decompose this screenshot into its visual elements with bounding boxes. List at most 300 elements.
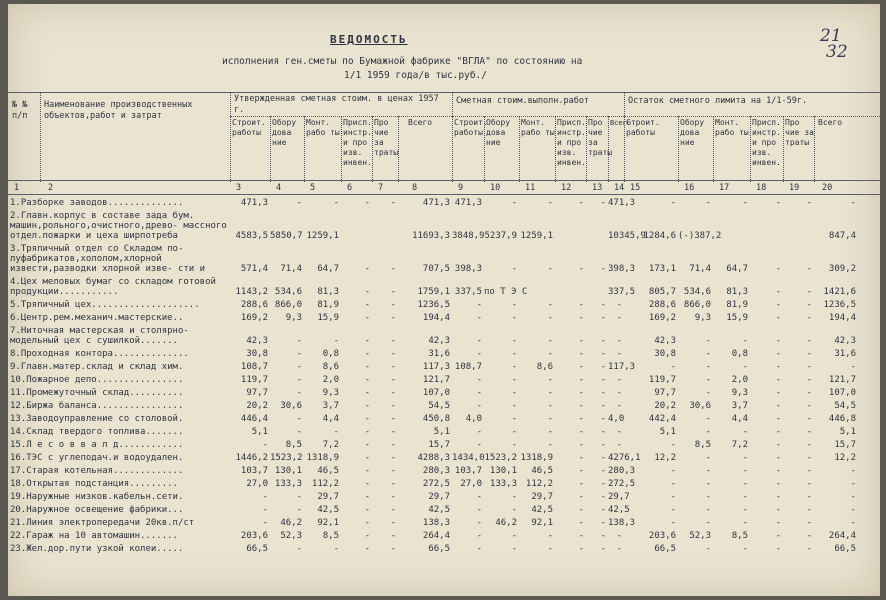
header-proch-1: Про чие за траты	[374, 118, 399, 157]
row-cell: 138,3	[422, 518, 450, 528]
row-cell: -	[806, 401, 812, 411]
document-page	[8, 4, 880, 596]
row-cell: -	[775, 453, 781, 463]
row-cell: 0,8	[322, 349, 339, 359]
row-cell: -	[296, 336, 302, 346]
row-cell: -	[578, 453, 584, 463]
table-row	[8, 349, 880, 362]
row-cell: 5850,7	[270, 231, 303, 241]
row-cell: 29,7	[428, 492, 450, 502]
column-number: 7	[378, 183, 384, 193]
row-cell: 1236,5	[823, 300, 856, 310]
row-cell: -	[333, 427, 339, 437]
row-cell: -	[775, 362, 781, 372]
table-row	[8, 313, 880, 326]
header-group-executed: Сметная стоим.выполн.работ	[456, 96, 590, 106]
row-cell: -	[262, 518, 268, 528]
row-cell: 7,2	[322, 440, 339, 450]
row-cell: 866,0	[274, 300, 302, 310]
row-cell: -	[742, 505, 748, 515]
row-cell: 117,3	[608, 362, 636, 372]
doc-date: 1/1 1959 года/в тыс.руб./	[344, 70, 487, 81]
column-number: 15	[630, 183, 641, 193]
row-name: 11.Промежуточный склад..........	[10, 388, 184, 398]
header-num: № № п/п	[12, 100, 28, 121]
row-cell: 2,0	[322, 375, 339, 385]
row-cell: -	[742, 492, 748, 502]
row-name: 9.Главн.матер.склад и склад хим.	[10, 362, 184, 372]
row-cell: -	[476, 505, 482, 515]
row-cell: 0,8	[731, 349, 748, 359]
row-cell: -	[775, 264, 781, 274]
column-number: 19	[789, 183, 800, 193]
row-cell: 471,3	[422, 198, 450, 208]
row-cell: -	[775, 531, 781, 541]
header-stroit-3: Строит. работы	[626, 118, 660, 137]
row-cell: -	[262, 440, 268, 450]
row-cell: -	[511, 440, 517, 450]
row-cell: 66,5	[246, 544, 268, 554]
row-cell: 130,1	[274, 466, 302, 476]
row-cell: -	[806, 531, 812, 541]
header-vsego-3: Всего	[818, 118, 843, 127]
column-number: 12	[561, 183, 572, 193]
row-cell: 46,5	[317, 466, 339, 476]
row-cell: 2,0	[731, 375, 748, 385]
row-cell: 847,4	[828, 231, 856, 241]
header-proch-3: Про чие за траты	[785, 118, 814, 147]
row-cell: 42,5	[428, 505, 450, 515]
row-cell: -	[547, 388, 553, 398]
row-name: 23.Жел.дор.пути узкой колеи.....	[10, 544, 184, 554]
row-cell: 20,2	[246, 401, 268, 411]
row-cell: 133,3	[489, 479, 517, 489]
row-cell: 20,2	[654, 401, 676, 411]
row-cell: 119,7	[240, 375, 268, 385]
row-cell: 64,7	[317, 264, 339, 274]
row-cell: 169,2	[240, 313, 268, 323]
row-cell: -	[705, 544, 711, 554]
row-cell: -	[296, 505, 302, 515]
row-cell: -	[850, 479, 856, 489]
row-cell: -	[364, 349, 370, 359]
row-cell: -	[600, 531, 606, 541]
row-cell: -	[705, 466, 711, 476]
row-cell: -	[547, 544, 553, 554]
row-cell: -	[296, 362, 302, 372]
row-cell: -	[578, 440, 584, 450]
header-mont-3: Монт. рабо ты	[715, 118, 749, 137]
row-cell: -	[616, 336, 622, 346]
row-cell: -	[775, 349, 781, 359]
row-cell: -	[775, 466, 781, 476]
row-cell: -	[806, 440, 812, 450]
row-cell: -	[390, 287, 396, 297]
column-number: 20	[822, 183, 833, 193]
row-cell: -	[578, 349, 584, 359]
column-number: 5	[310, 183, 316, 193]
row-cell: -	[705, 336, 711, 346]
row-cell: -	[476, 336, 482, 346]
column-number: 10	[490, 183, 501, 193]
row-cell: -	[578, 414, 584, 424]
row-cell: 194,4	[422, 313, 450, 323]
row-cell: -	[364, 313, 370, 323]
row-cell: 54,5	[834, 401, 856, 411]
row-cell: -	[670, 362, 676, 372]
row-cell: 108,7	[240, 362, 268, 372]
row-cell: -	[806, 544, 812, 554]
row-cell: 866,0	[683, 300, 711, 310]
row-cell: -	[390, 264, 396, 274]
row-cell: 46,2	[495, 518, 517, 528]
row-cell: 534,6	[683, 287, 711, 297]
row-cell: 81,9	[726, 300, 748, 310]
header-top-rule	[8, 92, 880, 93]
header-mont-1: Монт. рабо ты	[306, 118, 340, 137]
group3-rule	[624, 116, 880, 117]
row-cell: -	[850, 466, 856, 476]
row-cell: -	[742, 466, 748, 476]
row-cell: -	[600, 479, 606, 489]
row-cell: 15,7	[428, 440, 450, 450]
row-cell: -	[578, 375, 584, 385]
row-cell: 5,1	[251, 427, 268, 437]
row-cell: -	[511, 388, 517, 398]
row-name: 21.Линия электропередачи 20кв.п/ст	[10, 518, 195, 528]
row-cell: 29,7	[531, 492, 553, 502]
row-cell: 280,3	[608, 466, 636, 476]
row-cell: 8,6	[536, 362, 553, 372]
row-cell: -	[806, 518, 812, 528]
header-proch-2: Про чие за траты	[588, 118, 613, 157]
row-cell: 138,3	[608, 518, 636, 528]
row-cell: 398,3	[454, 264, 482, 274]
row-cell: -	[547, 264, 553, 274]
row-cell: 450,8	[422, 414, 450, 424]
row-cell: -	[547, 427, 553, 437]
row-cell: -	[600, 198, 606, 208]
table-row	[8, 211, 880, 244]
row-cell: -	[600, 414, 606, 424]
row-cell: -	[742, 198, 748, 208]
row-cell: -	[600, 388, 606, 398]
row-cell: 121,7	[828, 375, 856, 385]
table-row	[8, 326, 880, 349]
row-cell: 707,5	[422, 264, 450, 274]
row-cell: -	[616, 313, 622, 323]
row-cell: -	[364, 336, 370, 346]
table-row	[8, 244, 880, 277]
doc-title: ВЕДОМОСТЬ	[330, 33, 408, 46]
row-cell: 272,5	[422, 479, 450, 489]
row-cell: -	[511, 198, 517, 208]
row-cell: 9,3	[322, 388, 339, 398]
row-cell: 64,7	[726, 264, 748, 274]
row-cell: -	[364, 453, 370, 463]
row-cell: 15,9	[317, 313, 339, 323]
row-name: 14.Склад твердого топлива.......	[10, 427, 184, 437]
row-cell: -	[742, 518, 748, 528]
row-cell: -	[364, 492, 370, 502]
row-cell: -	[364, 264, 370, 274]
row-cell: -	[511, 362, 517, 372]
row-cell: -	[364, 375, 370, 385]
row-cell: 11693,3	[412, 231, 450, 241]
row-cell: -	[600, 349, 606, 359]
row-cell: -	[476, 492, 482, 502]
header-stroit-1: Строит. работы	[232, 118, 266, 137]
row-cell: -	[600, 375, 606, 385]
row-cell: -	[390, 466, 396, 476]
column-number: 11	[525, 183, 536, 193]
row-cell: 30,8	[246, 349, 268, 359]
doc-subtitle: исполнения ген.сметы по Бумажной фабрике "ВГЛА" по состоянию на	[222, 56, 583, 67]
row-cell: -	[775, 518, 781, 528]
row-cell: -	[390, 375, 396, 385]
table-row	[8, 300, 880, 313]
row-name: 8.Проходная контора..............	[10, 349, 189, 359]
row-cell: 1259,1	[306, 231, 339, 241]
row-cell: -	[742, 479, 748, 489]
row-cell: -	[476, 531, 482, 541]
row-cell: -	[806, 300, 812, 310]
row-cell: 194,4	[828, 313, 856, 323]
row-cell: -	[476, 440, 482, 450]
row-name: 2.Главн.корпус в составе зада бум. машин,рольного,очистного,древо- массного отдел.пожарки и цеха ширпотреба	[10, 211, 227, 241]
row-cell: -	[578, 505, 584, 515]
column-number: 14	[614, 183, 625, 193]
row-cell: -	[775, 388, 781, 398]
row-name: 12.Биржа баланса................	[10, 401, 184, 411]
row-cell: -	[616, 349, 622, 359]
header-prisp-2: Присп. инстр. и про изв. инвен.	[557, 118, 586, 167]
row-cell: -	[364, 440, 370, 450]
row-cell: 103,7	[454, 466, 482, 476]
row-cell: -	[390, 531, 396, 541]
row-cell: -	[806, 336, 812, 346]
row-cell: 30,6	[689, 401, 711, 411]
row-cell: -	[775, 544, 781, 554]
row-name: 17.Старая котельная.............	[10, 466, 184, 476]
header-obor-2: Обору дова ние	[486, 118, 511, 147]
row-cell: 3,7	[322, 401, 339, 411]
header-group-approved: Утвержденная сметная стоим. в ценах 1957 г.	[234, 94, 439, 115]
row-cell: -	[600, 336, 606, 346]
row-cell: 15,7	[834, 440, 856, 450]
row-cell: -	[547, 414, 553, 424]
row-cell: 107,0	[828, 388, 856, 398]
row-cell: -	[547, 375, 553, 385]
row-cell: 130,1	[489, 466, 517, 476]
row-cell: -	[705, 479, 711, 489]
row-cell: 5,1	[433, 427, 450, 437]
row-cell: 280,3	[422, 466, 450, 476]
row-cell: -	[578, 313, 584, 323]
row-cell: -	[390, 313, 396, 323]
row-name: 22.Гараж на 10 автомашин.......	[10, 531, 178, 541]
row-cell: -	[806, 453, 812, 463]
row-name: 16.ТЭС с углеподач.и водоудален.	[10, 453, 184, 463]
row-cell: 31,6	[834, 349, 856, 359]
row-cell: 1236,5	[417, 300, 450, 310]
row-cell: -	[364, 505, 370, 515]
group2-rule	[452, 116, 624, 117]
row-cell: 27,0	[246, 479, 268, 489]
row-cell: 337,5	[454, 287, 482, 297]
row-cell: 4,4	[731, 414, 748, 424]
row-cell: -	[578, 492, 584, 502]
row-name: 20.Наружное освещение фабрики...	[10, 505, 184, 515]
row-cell: -	[600, 313, 606, 323]
row-cell: 10345,9	[608, 231, 646, 241]
row-cell: -	[616, 401, 622, 411]
table-row	[8, 401, 880, 414]
table-row	[8, 375, 880, 388]
row-cell: 203,6	[648, 531, 676, 541]
header-obor-1: Обору дова ние	[272, 118, 297, 147]
row-cell: -	[578, 336, 584, 346]
row-cell: -	[742, 336, 748, 346]
row-cell: 288,6	[648, 300, 676, 310]
row-cell: -	[390, 479, 396, 489]
row-cell: -	[364, 198, 370, 208]
row-cell: -	[616, 531, 622, 541]
header-prisp-3: Присп. инстр. и про изв. инвен.	[752, 118, 781, 167]
row-cell: 264,4	[828, 531, 856, 541]
row-cell: -	[511, 531, 517, 541]
row-cell: -	[600, 264, 606, 274]
row-cell: -	[476, 300, 482, 310]
row-cell: -	[775, 375, 781, 385]
row-cell: -	[364, 531, 370, 541]
row-cell: -	[850, 505, 856, 515]
row-cell: 9,3	[731, 388, 748, 398]
row-cell: -	[296, 375, 302, 385]
column-number: 17	[719, 183, 730, 193]
row-cell: 1143,2	[235, 287, 268, 297]
row-cell: 7,2	[731, 440, 748, 450]
handwritten-mark-2: 32	[826, 42, 848, 62]
row-cell: -	[364, 544, 370, 554]
row-cell: -	[547, 198, 553, 208]
row-cell: 398,3	[608, 264, 636, 274]
row-cell: 42,5	[531, 505, 553, 515]
row-cell: -	[364, 427, 370, 437]
row-name: 1.Разборке заводов..............	[10, 198, 184, 208]
row-cell: -	[775, 401, 781, 411]
row-cell: -	[616, 427, 622, 437]
row-cell: 42,5	[608, 505, 630, 515]
row-cell: -	[850, 492, 856, 502]
row-cell: 92,1	[531, 518, 553, 528]
row-cell: -	[616, 300, 622, 310]
row-cell: -	[806, 287, 812, 297]
row-cell: -	[296, 492, 302, 502]
row-cell: 97,7	[246, 388, 268, 398]
row-cell: -	[600, 300, 606, 310]
row-cell: -	[364, 466, 370, 476]
row-cell: 1259,1	[520, 231, 553, 241]
row-name: 4.Цех меловых бумаг со складом готовой продукции...........	[10, 277, 216, 297]
row-cell: -	[775, 427, 781, 437]
header-vsego-2: Всего	[610, 119, 632, 127]
row-cell: -	[705, 414, 711, 424]
row-cell: -	[390, 336, 396, 346]
row-cell: -	[705, 518, 711, 528]
row-cell: 119,7	[648, 375, 676, 385]
row-cell: 9,3	[285, 313, 302, 323]
row-cell: -	[742, 453, 748, 463]
header-stroit-2: Строит. работы	[454, 118, 488, 137]
row-cell: 471,3	[240, 198, 268, 208]
row-cell: 46,5	[531, 466, 553, 476]
row-cell: -	[600, 492, 606, 502]
table-row	[8, 414, 880, 427]
row-cell: -	[705, 427, 711, 437]
row-cell: 3848,9	[452, 231, 485, 241]
row-cell: 8,5	[731, 531, 748, 541]
row-cell: -	[390, 362, 396, 372]
row-cell: -	[390, 544, 396, 554]
row-cell: -	[578, 362, 584, 372]
row-cell: 81,3	[726, 287, 748, 297]
row-cell: 1523,2	[270, 453, 303, 463]
row-cell: -	[547, 401, 553, 411]
row-cell: -	[547, 336, 553, 346]
row-cell: -	[775, 505, 781, 515]
row-cell: -	[296, 414, 302, 424]
row-cell: -	[296, 544, 302, 554]
row-cell: -	[775, 492, 781, 502]
row-cell: 169,2	[648, 313, 676, 323]
row-cell: 446,8	[828, 414, 856, 424]
row-cell: -	[364, 388, 370, 398]
row-cell: 8,6	[322, 362, 339, 372]
row-name: 7.Ниточная мастерская и столярно- модельный цех с сушилкой.......	[10, 326, 189, 346]
row-cell: -	[775, 198, 781, 208]
row-cell: -	[364, 414, 370, 424]
row-cell: -	[476, 313, 482, 323]
row-cell: -	[547, 440, 553, 450]
row-cell: 1284,6	[643, 231, 676, 241]
row-cell: 66,5	[654, 544, 676, 554]
row-cell: 1421,6	[823, 287, 856, 297]
row-cell: -	[705, 453, 711, 463]
row-cell: -	[806, 505, 812, 515]
row-cell: -	[578, 264, 584, 274]
row-cell: -	[262, 492, 268, 502]
header-prisp-1: Присп. инстр. и про изв. инвен.	[343, 118, 372, 167]
row-cell: -	[600, 362, 606, 372]
column-number: 16	[684, 183, 695, 193]
row-cell: -	[670, 505, 676, 515]
row-cell: -	[600, 401, 606, 411]
row-cell: 30,8	[654, 349, 676, 359]
row-cell: 12,2	[654, 453, 676, 463]
row-cell: 8,5	[322, 531, 339, 541]
row-cell: -	[547, 349, 553, 359]
row-cell: -	[511, 544, 517, 554]
row-cell: -	[850, 362, 856, 372]
row-cell: -	[705, 349, 711, 359]
row-cell: -	[296, 388, 302, 398]
row-name: 15.Л е с о в в а л д............	[10, 440, 184, 450]
row-cell: -	[511, 300, 517, 310]
row-cell: 27,0	[460, 479, 482, 489]
table-row	[8, 466, 880, 479]
row-cell: -	[705, 375, 711, 385]
